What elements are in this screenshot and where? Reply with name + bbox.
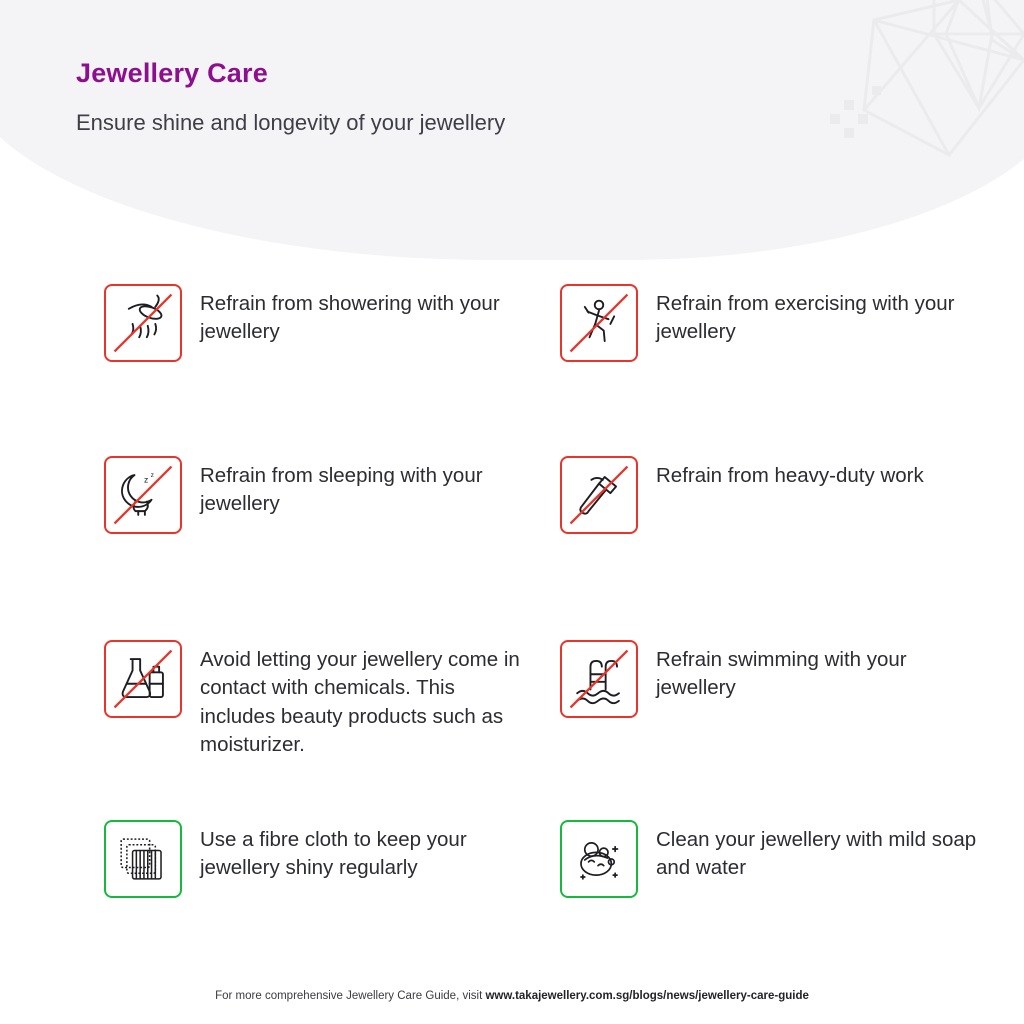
care-items-grid: [0, 272, 1024, 952]
care-item-text: Use a fibre cloth to keep your jewellery shiny regularly: [200, 828, 467, 880]
footer-url[interactable]: www.takajewellery.com.sg/blogs/news/jewellery-care-guide: [485, 990, 809, 1002]
sleeping-moon-icon: [104, 456, 182, 534]
svg-text:z: z: [150, 471, 154, 479]
care-item-text: Avoid letting your jewellery come in contact with chemicals. This includes beauty products such as moisturizer.: [200, 648, 520, 756]
header: [0, 0, 1024, 268]
care-item-soap: [560, 820, 986, 898]
care-item-sleeping: [104, 456, 530, 534]
footer-text: For more comprehensive Jewellery Care Guide, visit: [215, 990, 486, 1002]
care-item-swimming: [560, 640, 986, 718]
care-item-text: Refrain from heavy-duty work: [656, 464, 924, 487]
care-item-fibre-cloth: [104, 820, 530, 898]
page-subtitle: Ensure shine and longevity of your jewellery: [76, 110, 506, 135]
care-item-text: Refrain swimming with your jewellery: [656, 648, 907, 700]
chemicals-flask-icon: [104, 640, 182, 718]
hammer-icon: [560, 456, 638, 534]
care-item-showering: [104, 284, 530, 362]
care-item-text: Refrain from showering with your jewellery: [200, 292, 500, 344]
care-item-chemicals: [104, 640, 530, 759]
care-item-heavy-duty: [560, 456, 924, 534]
care-item-text: Refrain from sleeping with your jewellery: [200, 464, 483, 516]
exercise-icon: [560, 284, 638, 362]
care-item-exercising: [560, 284, 986, 362]
fibre-cloth-icon: [104, 820, 182, 898]
diamond-outline-icon: [724, 0, 1024, 220]
svg-text:z: z: [143, 474, 149, 485]
footer: [0, 990, 1024, 1002]
care-item-text: Clean your jewellery with mild soap and water: [656, 828, 977, 880]
soap-bubbles-icon: [560, 820, 638, 898]
care-item-text: Refrain from exercising with your jewellery: [656, 292, 955, 344]
page-title: Jewellery Care: [76, 58, 268, 88]
shower-icon: [104, 284, 182, 362]
swimming-pool-icon: [560, 640, 638, 718]
